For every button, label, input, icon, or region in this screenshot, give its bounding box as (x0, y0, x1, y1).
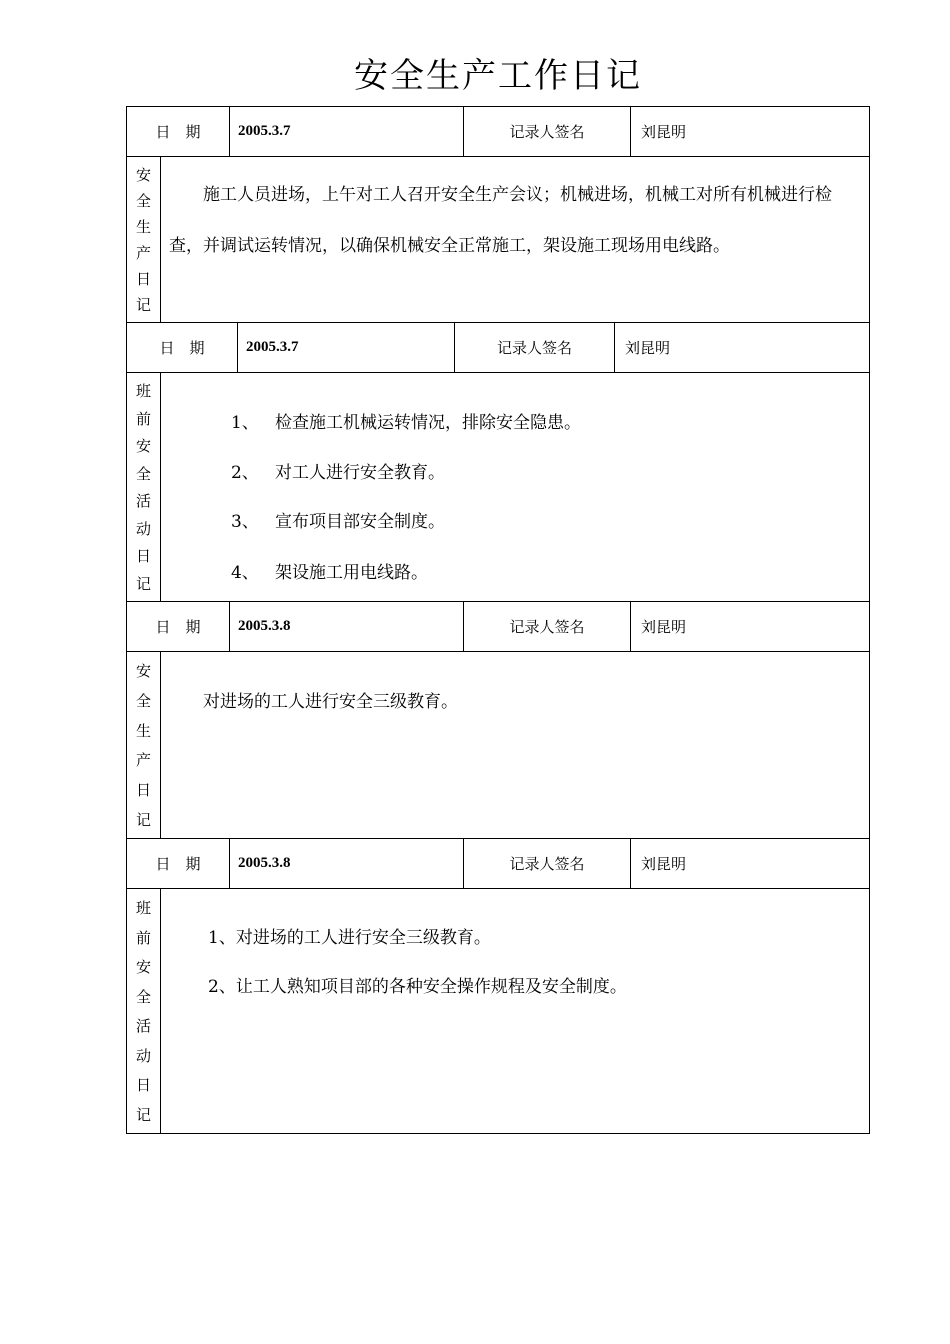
date-label: 日 期 (127, 602, 230, 651)
list-item (208, 913, 491, 964)
side-label (127, 652, 161, 838)
item-text: 检查施工机械运转情况，排除安全隐患。 (275, 413, 582, 433)
side-char: 记 (135, 810, 151, 829)
page-title: 安全生产工作日记 (354, 56, 642, 96)
side-char: 生 (135, 721, 151, 740)
side-char: 安 (135, 662, 151, 681)
list-item (208, 962, 627, 1013)
signer-label: 记录人签名 (464, 839, 631, 888)
side-label (127, 889, 161, 1133)
side-char: 记 (135, 574, 151, 593)
entry-header (127, 323, 869, 373)
signer-name: 刘昆明 (641, 123, 687, 141)
diary-table (126, 106, 870, 1134)
entry-content (161, 373, 869, 601)
entry-body (127, 157, 869, 322)
side-char: 日 (135, 780, 151, 799)
side-char: 全 (135, 691, 151, 710)
side-char: 全 (135, 464, 151, 483)
date-value: 2005.3.7 (238, 323, 455, 372)
list-item (231, 497, 445, 548)
side-char: 全 (135, 987, 151, 1006)
side-char: 安 (135, 958, 151, 977)
date-label: 日 期 (127, 107, 230, 156)
side-label (127, 157, 161, 322)
side-char: 活 (135, 492, 151, 511)
item-number: 2、 (231, 463, 259, 483)
side-char: 全 (135, 191, 151, 210)
signer-label: 记录人签名 (464, 107, 631, 156)
side-char: 动 (135, 519, 151, 538)
signer-label: 记录人签名 (455, 323, 615, 372)
entry-body (127, 889, 869, 1133)
entry-text: 施工人员进场，上午对工人召开安全生产会议；机械进场，机械工对所有机械进行检查，并调试运转情况，以确保机械安全正常施工，架设施工现场用电线路。 (169, 185, 832, 256)
entry-content (161, 889, 869, 1133)
entry-header (127, 839, 869, 889)
signer-label: 记录人签名 (464, 602, 631, 651)
side-char: 生 (135, 217, 151, 236)
diary-entry (126, 322, 870, 601)
side-char: 班 (135, 899, 151, 918)
signer-name: 刘昆明 (625, 339, 671, 357)
side-char: 前 (135, 409, 151, 428)
side-char: 动 (135, 1046, 151, 1065)
item-number: 4、 (231, 563, 259, 583)
list-item (231, 448, 445, 499)
list-item (231, 548, 428, 599)
item-text: 宣布项目部安全制度。 (275, 512, 446, 532)
item-text: 架设施工用电线路。 (275, 563, 429, 583)
date-value: 2005.3.7 (230, 107, 464, 156)
side-char: 日 (135, 1076, 151, 1095)
signer-name: 刘昆明 (641, 618, 687, 636)
date-value: 2005.3.8 (230, 602, 464, 651)
entry-header (127, 602, 869, 652)
side-label (127, 373, 161, 601)
diary-entry (126, 106, 870, 322)
side-char: 记 (135, 296, 151, 315)
item-number: 3、 (231, 512, 259, 532)
entry-text: 对进场的工人进行安全三级教育。 (203, 692, 458, 712)
item-text: 对工人进行安全教育。 (275, 463, 446, 483)
item-number: 1、 (208, 928, 236, 948)
date-label: 日 期 (127, 323, 238, 372)
list-item (231, 398, 581, 449)
date-label: 日 期 (127, 839, 230, 888)
entry-content (161, 157, 869, 322)
entry-body (127, 652, 869, 838)
date-value: 2005.3.8 (230, 839, 464, 888)
item-text: 让工人熟知项目部的各种安全操作规程及安全制度。 (235, 977, 627, 997)
side-char: 班 (135, 382, 151, 401)
side-char: 日 (135, 270, 151, 289)
item-text: 对进场的工人进行安全三级教育。 (235, 928, 491, 948)
entry-content (161, 652, 869, 838)
side-char: 日 (135, 547, 151, 566)
signer-name: 刘昆明 (641, 855, 687, 873)
side-char: 产 (135, 244, 151, 263)
entry-body (127, 373, 869, 601)
side-char: 前 (135, 928, 151, 947)
side-char: 记 (135, 1105, 151, 1124)
entry-header (127, 107, 869, 157)
diary-entry (126, 601, 870, 838)
diary-entry (126, 838, 870, 1134)
item-number: 1、 (231, 413, 259, 433)
side-char: 安 (135, 437, 151, 456)
item-number: 2、 (208, 977, 236, 997)
side-char: 产 (135, 751, 151, 770)
side-char: 安 (135, 165, 151, 184)
side-char: 活 (135, 1017, 151, 1036)
